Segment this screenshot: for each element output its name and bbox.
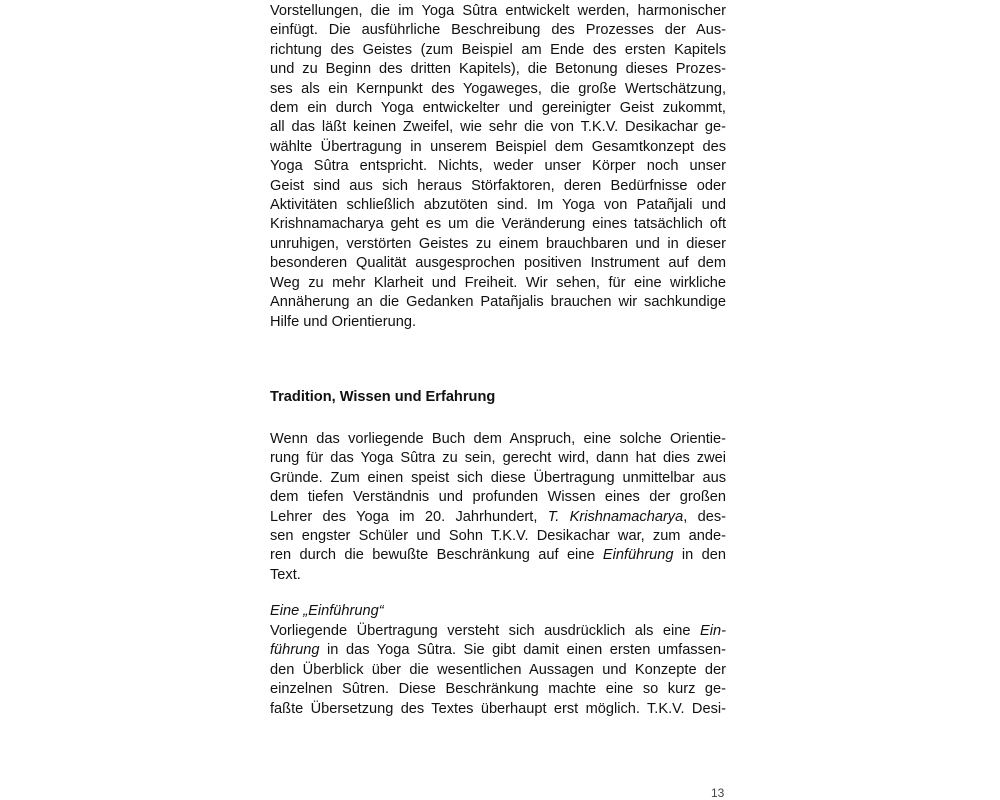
text-line: Annäherung an die Gedanken Patañjalis brauchen wir sachkundige bbox=[270, 294, 726, 311]
paragraph-intro bbox=[270, 2, 726, 332]
text-line: Weg zu mehr Klarheit und Freiheit. Wir sehen, für eine wirkliche bbox=[270, 274, 726, 291]
text-span: , des- bbox=[683, 508, 726, 525]
text-line bbox=[270, 622, 726, 641]
text-line bbox=[270, 508, 726, 527]
text-line: einzelnen Sûtren. Diese Beschränkung machte eine so kurz ge- bbox=[270, 681, 726, 698]
text-line: all das läßt keinen Zweifel, wie sehr die von T.K.V. Desikachar ge- bbox=[270, 119, 726, 136]
text-line: Text. bbox=[270, 566, 301, 583]
text-line bbox=[270, 641, 726, 660]
text-line: wählte Übertragung in unserem Beispiel dem Gesamtkonzept des bbox=[270, 138, 726, 155]
text-line: sen engster Schüler und Sohn T.K.V. Desikachar war, zum ande- bbox=[270, 528, 726, 545]
text-line: unruhigen, verstörten Geistes zu einem brauchbaren und in dieser bbox=[270, 235, 726, 252]
text-line: Gründe. Zum einen speist sich diese Übertragung unmittelbar aus bbox=[270, 469, 726, 486]
emphasis-term: Ein- bbox=[700, 623, 726, 639]
page-number: 13 bbox=[711, 786, 725, 800]
paragraph-introduction bbox=[270, 622, 726, 719]
text-line: richtung des Geistes (zum Beispiel am Ende des ersten Kapitels bbox=[270, 41, 726, 58]
text-line: Hilfe und Orientierung. bbox=[270, 313, 417, 330]
emphasis-term: Einführung bbox=[602, 547, 674, 564]
text-line bbox=[270, 546, 726, 565]
text-line: Vorstellungen, die im Yoga Sûtra entwickelt werden, harmonischer bbox=[270, 3, 726, 19]
text-line: einfügt. Die ausführliche Beschreibung des Prozesses der Aus- bbox=[270, 22, 726, 39]
section-heading: Tradition, Wissen und Erfahrung bbox=[270, 389, 496, 405]
text-line: Wenn das vorliegende Buch dem Anspruch, eine solche Orientie- bbox=[270, 431, 726, 447]
text-line: ses als ein Kernpunkt des Yogaweges, die große Wertschätzung, bbox=[270, 80, 726, 97]
document-page bbox=[270, 2, 726, 717]
emphasis-name: T. Krishnamacharya bbox=[547, 508, 684, 525]
text-line: und zu Beginn des dritten Kapitels), die Betonung dieses Prozes- bbox=[270, 61, 726, 78]
text-span: Vorliegende Übertragung versteht sich ausdrücklich als eine bbox=[270, 623, 701, 639]
text-span: ren durch die bewußte Beschränkung auf eine bbox=[270, 547, 603, 564]
text-line: den Überblick über die wesentlichen Aussagen und Konzepte der bbox=[270, 661, 726, 678]
text-span: in den bbox=[673, 547, 726, 564]
text-line: Yoga Sûtra entspricht. Nichts, weder unser Körper noch unser bbox=[270, 158, 726, 175]
text-span: Lehrer des Yoga im 20. Jahrhundert, bbox=[270, 508, 548, 525]
text-span: in das Yoga Sûtra. Sie gibt damit einen ersten umfassen- bbox=[319, 642, 726, 659]
text-line: besonderen Qualität ausgesprochen positiven Instrument auf dem bbox=[270, 255, 726, 272]
sub-heading: Eine „Einführung“ bbox=[270, 603, 384, 619]
text-line: rung für das Yoga Sûtra zu sein, gerecht wird, dann hat dies zwei bbox=[270, 450, 726, 467]
text-line: Krishnamacharya geht es um die Veränderung eines tatsächlich oft bbox=[270, 216, 726, 233]
paragraph-tradition bbox=[270, 430, 726, 585]
text-line: dem tiefen Verständnis und profunden Wissen eines der großen bbox=[270, 489, 726, 506]
text-line: Geist sind aus sich heraus Störfaktoren, deren Bedürfnisse oder bbox=[270, 177, 726, 194]
text-line: Aktivitäten schließlich abzutöten sind. Im Yoga von Patañjali und bbox=[270, 197, 726, 214]
text-line: faßte Übersetzung des Textes überhaupt erst möglich. T.K.V. Desi- bbox=[270, 700, 726, 717]
emphasis-term: führung bbox=[270, 642, 320, 659]
text-line: dem ein durch Yoga entwickelter und gereinigter Geist zukommt, bbox=[270, 100, 726, 117]
